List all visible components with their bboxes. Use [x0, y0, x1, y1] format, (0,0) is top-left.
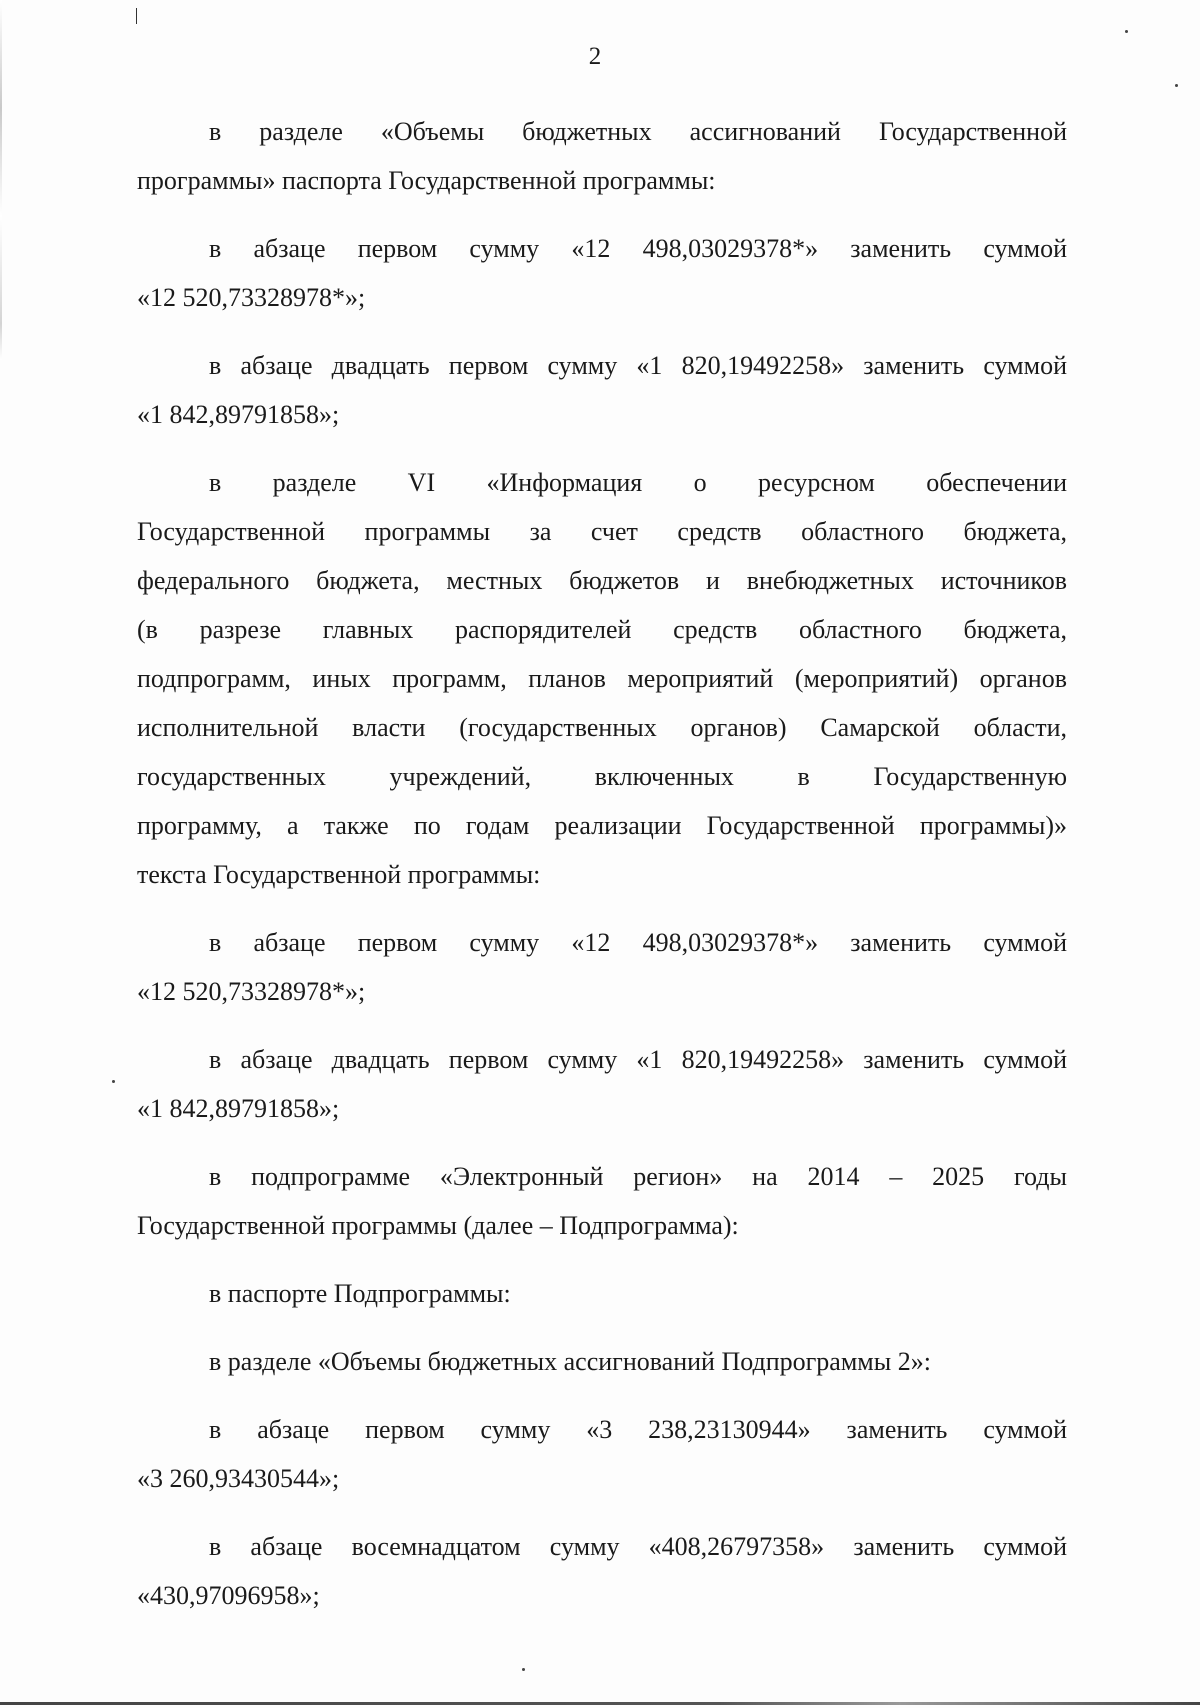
document-text	[137, 107, 1067, 1639]
paragraph-line: федерального бюджета, местных бюджетов и внебюджетных источников	[137, 566, 1067, 595]
paragraph	[137, 224, 1067, 322]
paragraph-first-line: в абзаце двадцать первом сумму «1 820,19492258» заменить суммой	[209, 351, 1067, 380]
paragraph-first-line: в подпрограмме «Электронный регион» на 2014 – 2025 годы	[209, 1162, 1067, 1191]
paragraph-first-line: в абзаце восемнадцатом сумму «408,26797358» заменить суммой	[209, 1532, 1067, 1561]
paragraph-line: Государственной программы за счет средств областного бюджета,	[137, 517, 1067, 546]
paragraph-line: программу, а также по годам реализации Государственной программы)»	[137, 811, 1067, 840]
paragraph-line: подпрограмм, иных программ, планов мероприятий (мероприятий) органов	[137, 664, 1067, 693]
paragraph-line: «1 842,89791858»;	[137, 1094, 340, 1123]
paragraph-line: Государственной программы (далее – Подпрограмма):	[137, 1211, 739, 1240]
paragraph-line: «1 842,89791858»;	[137, 400, 340, 429]
scan-speck	[1125, 30, 1128, 33]
paragraph-first-line: в разделе «Объемы бюджетных ассигнований Подпрограммы 2»:	[209, 1347, 931, 1376]
paragraph-line: «430,97096958»;	[137, 1581, 320, 1610]
paragraph	[137, 458, 1067, 899]
paragraph	[137, 1522, 1067, 1620]
paragraph	[137, 1269, 1067, 1318]
paragraph-first-line: в абзаце первом сумму «3 238,23130944» заменить суммой	[209, 1415, 1067, 1444]
scan-mark	[136, 8, 137, 24]
paragraph-first-line: в паспорте Подпрограммы:	[209, 1279, 511, 1308]
paragraph-line: (в разрезе главных распорядителей средств областного бюджета,	[137, 615, 1067, 644]
paragraph-first-line: в разделе VI «Информация о ресурсном обеспечении	[209, 468, 1067, 497]
paragraph-line: государственных учреждений, включенных в Государственную	[137, 762, 1067, 791]
page-number: 2	[588, 43, 602, 70]
paragraph-line: «12 520,73328978*»;	[137, 283, 366, 312]
paragraph	[137, 1405, 1067, 1503]
paragraph	[137, 1337, 1067, 1386]
scan-speck	[112, 1080, 115, 1083]
scan-speck	[522, 1668, 525, 1671]
paragraph	[137, 1152, 1067, 1250]
paragraph-line: «12 520,73328978*»;	[137, 977, 366, 1006]
paragraph-first-line: в абзаце двадцать первом сумму «1 820,19492258» заменить суммой	[209, 1045, 1067, 1074]
paragraph-first-line: в разделе «Объемы бюджетных ассигнований Государственной	[209, 117, 1067, 146]
paragraph	[137, 1035, 1067, 1133]
paragraph-line: «3 260,93430544»;	[137, 1464, 340, 1493]
paragraph-first-line: в абзаце первом сумму «12 498,03029378*» заменить суммой	[209, 928, 1067, 957]
paragraph	[137, 918, 1067, 1016]
paragraph-line: исполнительной власти (государственных органов) Самарской области,	[137, 713, 1067, 742]
paragraph-line: программы» паспорта Государственной программы:	[137, 166, 716, 195]
paragraph	[137, 107, 1067, 205]
scan-bottom-edge	[0, 1702, 1200, 1705]
paragraph-line: текста Государственной программы:	[137, 860, 541, 889]
paragraph	[137, 341, 1067, 439]
scan-speck	[1175, 84, 1178, 87]
paragraph-first-line: в абзаце первом сумму «12 498,03029378*» заменить суммой	[209, 234, 1067, 263]
